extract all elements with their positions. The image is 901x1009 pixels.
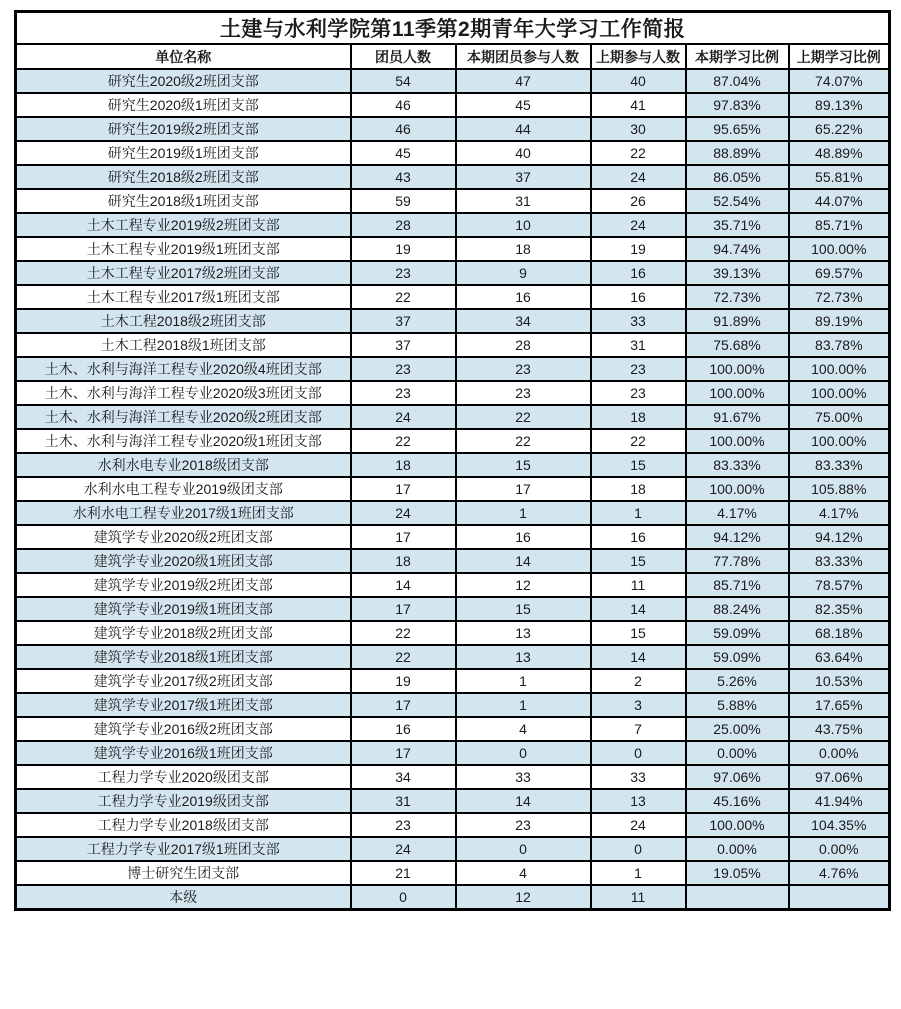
value-cell: 95.65%: [686, 117, 789, 141]
value-cell: 13: [591, 789, 686, 813]
value-cell: 37: [456, 165, 591, 189]
value-cell: 0: [351, 885, 456, 909]
unit-name-cell: 研究生2018级2班团支部: [16, 165, 351, 189]
value-cell: 14: [456, 789, 591, 813]
table-row: [16, 765, 890, 789]
value-cell: 0: [591, 741, 686, 765]
column-header: 上期学习比例: [789, 44, 890, 69]
value-cell: 77.78%: [686, 549, 789, 573]
value-cell: 18: [591, 477, 686, 501]
value-cell: 22: [351, 429, 456, 453]
value-cell: 41.94%: [789, 789, 890, 813]
value-cell: 43.75%: [789, 717, 890, 741]
value-cell: 21: [351, 861, 456, 885]
value-cell: 0: [456, 741, 591, 765]
table-row: [16, 573, 890, 597]
value-cell: 23: [456, 813, 591, 837]
value-cell: 100.00%: [686, 477, 789, 501]
unit-name-cell: 工程力学专业2018级团支部: [16, 813, 351, 837]
unit-name-cell: 建筑学专业2019级2班团支部: [16, 573, 351, 597]
value-cell: 45: [456, 93, 591, 117]
value-cell: 18: [456, 237, 591, 261]
unit-name-cell: 水利水电工程专业2019级团支部: [16, 477, 351, 501]
value-cell: 100.00%: [686, 357, 789, 381]
table-row: [16, 117, 890, 141]
value-cell: 46: [351, 93, 456, 117]
value-cell: 22: [456, 405, 591, 429]
value-cell: 75.00%: [789, 405, 890, 429]
unit-name-cell: 土木工程专业2017级2班团支部: [16, 261, 351, 285]
value-cell: 23: [351, 381, 456, 405]
unit-name-cell: 土木工程专业2019级2班团支部: [16, 213, 351, 237]
table-row: [16, 837, 890, 861]
value-cell: 59.09%: [686, 621, 789, 645]
value-cell: 97.83%: [686, 93, 789, 117]
value-cell: 23: [351, 357, 456, 381]
table-row: [16, 525, 890, 549]
value-cell: 22: [591, 429, 686, 453]
value-cell: 24: [591, 813, 686, 837]
table-row: [16, 93, 890, 117]
value-cell: 17: [351, 597, 456, 621]
value-cell: 22: [351, 621, 456, 645]
value-cell: 87.04%: [686, 69, 789, 93]
value-cell: 75.68%: [686, 333, 789, 357]
value-cell: 16: [591, 261, 686, 285]
value-cell: 35.71%: [686, 213, 789, 237]
value-cell: 0.00%: [789, 837, 890, 861]
table-row: [16, 453, 890, 477]
value-cell: 11: [591, 573, 686, 597]
value-cell: 19: [591, 237, 686, 261]
unit-name-cell: 土木工程专业2019级1班团支部: [16, 237, 351, 261]
header-row: [16, 44, 890, 69]
value-cell: 14: [591, 597, 686, 621]
value-cell: 23: [351, 813, 456, 837]
value-cell: 94.12%: [686, 525, 789, 549]
value-cell: 65.22%: [789, 117, 890, 141]
table-row: [16, 189, 890, 213]
value-cell: 45: [351, 141, 456, 165]
value-cell: 16: [456, 285, 591, 309]
unit-name-cell: 工程力学专业2019级团支部: [16, 789, 351, 813]
table-row: [16, 69, 890, 93]
unit-name-cell: 水利水电专业2018级团支部: [16, 453, 351, 477]
table-row: [16, 597, 890, 621]
value-cell: 100.00%: [789, 237, 890, 261]
value-cell: 14: [456, 549, 591, 573]
value-cell: 47: [456, 69, 591, 93]
table-row: [16, 357, 890, 381]
value-cell: 1: [591, 861, 686, 885]
unit-name-cell: 研究生2019级1班团支部: [16, 141, 351, 165]
unit-name-cell: 建筑学专业2016级2班团支部: [16, 717, 351, 741]
column-header: 上期参与人数: [591, 44, 686, 69]
value-cell: 17: [351, 477, 456, 501]
value-cell: 39.13%: [686, 261, 789, 285]
value-cell: 100.00%: [686, 813, 789, 837]
value-cell: 10.53%: [789, 669, 890, 693]
value-cell: 0.00%: [789, 741, 890, 765]
value-cell: 31: [591, 333, 686, 357]
value-cell: 41: [591, 93, 686, 117]
value-cell: 24: [351, 837, 456, 861]
unit-name-cell: 建筑学专业2018级1班团支部: [16, 645, 351, 669]
table-row: [16, 549, 890, 573]
value-cell: 17: [351, 525, 456, 549]
value-cell: 89.13%: [789, 93, 890, 117]
unit-name-cell: 研究生2019级2班团支部: [16, 117, 351, 141]
value-cell: 100.00%: [686, 429, 789, 453]
value-cell: 4.17%: [789, 501, 890, 525]
value-cell: 33: [456, 765, 591, 789]
value-cell: 17: [351, 741, 456, 765]
value-cell: 59: [351, 189, 456, 213]
value-cell: 22: [591, 141, 686, 165]
value-cell: 91.67%: [686, 405, 789, 429]
column-header: 本期学习比例: [686, 44, 789, 69]
value-cell: 4: [456, 717, 591, 741]
value-cell: 40: [591, 69, 686, 93]
table-row: [16, 669, 890, 693]
table-row: [16, 429, 890, 453]
value-cell: 23: [456, 381, 591, 405]
value-cell: 18: [351, 549, 456, 573]
table-row: [16, 621, 890, 645]
value-cell: 23: [591, 381, 686, 405]
title-row: [16, 12, 890, 45]
value-cell: 12: [456, 885, 591, 909]
value-cell: 22: [456, 429, 591, 453]
table-row: [16, 333, 890, 357]
value-cell: 13: [456, 645, 591, 669]
value-cell: 100.00%: [789, 429, 890, 453]
unit-name-cell: 工程力学专业2017级1班团支部: [16, 837, 351, 861]
value-cell: 88.24%: [686, 597, 789, 621]
unit-name-cell: 土木、水利与海洋工程专业2020级2班团支部: [16, 405, 351, 429]
unit-name-cell: 土木工程2018级1班团支部: [16, 333, 351, 357]
value-cell: 88.89%: [686, 141, 789, 165]
table-row: [16, 741, 890, 765]
value-cell: 16: [351, 717, 456, 741]
unit-name-cell: 建筑学专业2020级2班团支部: [16, 525, 351, 549]
value-cell: 17: [351, 693, 456, 717]
column-header: 团员人数: [351, 44, 456, 69]
value-cell: 85.71%: [686, 573, 789, 597]
value-cell: 83.33%: [789, 549, 890, 573]
unit-name-cell: 土木、水利与海洋工程专业2020级4班团支部: [16, 357, 351, 381]
value-cell: 55.81%: [789, 165, 890, 189]
value-cell: 22: [351, 285, 456, 309]
value-cell: 72.73%: [789, 285, 890, 309]
value-cell: 24: [591, 213, 686, 237]
value-cell: 89.19%: [789, 309, 890, 333]
value-cell: [686, 885, 789, 909]
value-cell: 7: [591, 717, 686, 741]
unit-name-cell: 水利水电工程专业2017级1班团支部: [16, 501, 351, 525]
value-cell: 5.26%: [686, 669, 789, 693]
value-cell: 19: [351, 237, 456, 261]
unit-name-cell: 土木工程2018级2班团支部: [16, 309, 351, 333]
value-cell: 23: [351, 261, 456, 285]
unit-name-cell: 工程力学专业2020级团支部: [16, 765, 351, 789]
value-cell: 82.35%: [789, 597, 890, 621]
value-cell: 15: [591, 621, 686, 645]
value-cell: 24: [351, 501, 456, 525]
table-row: [16, 261, 890, 285]
value-cell: 97.06%: [789, 765, 890, 789]
value-cell: 15: [591, 453, 686, 477]
table-row: [16, 309, 890, 333]
column-header: 单位名称: [16, 44, 351, 69]
value-cell: 83.33%: [686, 453, 789, 477]
value-cell: 3: [591, 693, 686, 717]
value-cell: 9: [456, 261, 591, 285]
unit-name-cell: 建筑学专业2016级1班团支部: [16, 741, 351, 765]
value-cell: 44: [456, 117, 591, 141]
table-row: [16, 237, 890, 261]
report-title: 土建与水利学院第11季第2期青年大学习工作简报: [16, 12, 890, 45]
column-header: 本期团员参与人数: [456, 44, 591, 69]
unit-name-cell: 建筑学专业2017级1班团支部: [16, 693, 351, 717]
value-cell: 15: [456, 453, 591, 477]
value-cell: 48.89%: [789, 141, 890, 165]
value-cell: 34: [351, 765, 456, 789]
table-row: [16, 141, 890, 165]
value-cell: 74.07%: [789, 69, 890, 93]
value-cell: 91.89%: [686, 309, 789, 333]
value-cell: 100.00%: [686, 381, 789, 405]
unit-name-cell: 土木、水利与海洋工程专业2020级3班团支部: [16, 381, 351, 405]
value-cell: 15: [591, 549, 686, 573]
unit-name-cell: 本级: [16, 885, 351, 909]
value-cell: 30: [591, 117, 686, 141]
value-cell: 105.88%: [789, 477, 890, 501]
value-cell: 5.88%: [686, 693, 789, 717]
value-cell: 28: [456, 333, 591, 357]
value-cell: 83.33%: [789, 453, 890, 477]
table-row: [16, 213, 890, 237]
table-row: [16, 165, 890, 189]
value-cell: 0: [456, 837, 591, 861]
unit-name-cell: 土木工程专业2017级1班团支部: [16, 285, 351, 309]
value-cell: 33: [591, 309, 686, 333]
unit-name-cell: 建筑学专业2019级1班团支部: [16, 597, 351, 621]
value-cell: 45.16%: [686, 789, 789, 813]
table-row: [16, 789, 890, 813]
value-cell: 94.12%: [789, 525, 890, 549]
value-cell: 104.35%: [789, 813, 890, 837]
value-cell: 1: [456, 693, 591, 717]
value-cell: 4.17%: [686, 501, 789, 525]
unit-name-cell: 土木、水利与海洋工程专业2020级1班团支部: [16, 429, 351, 453]
value-cell: 83.78%: [789, 333, 890, 357]
value-cell: 19.05%: [686, 861, 789, 885]
table-row: [16, 885, 890, 909]
value-cell: 11: [591, 885, 686, 909]
value-cell: 18: [591, 405, 686, 429]
value-cell: 63.64%: [789, 645, 890, 669]
value-cell: 17: [456, 477, 591, 501]
value-cell: 24: [591, 165, 686, 189]
value-cell: 4: [456, 861, 591, 885]
value-cell: 16: [591, 525, 686, 549]
value-cell: 52.54%: [686, 189, 789, 213]
table-row: [16, 693, 890, 717]
value-cell: 46: [351, 117, 456, 141]
value-cell: [789, 885, 890, 909]
value-cell: 23: [591, 357, 686, 381]
value-cell: 69.57%: [789, 261, 890, 285]
value-cell: 0.00%: [686, 837, 789, 861]
value-cell: 33: [591, 765, 686, 789]
report-table: [14, 10, 891, 911]
value-cell: 94.74%: [686, 237, 789, 261]
value-cell: 43: [351, 165, 456, 189]
value-cell: 37: [351, 333, 456, 357]
value-cell: 17.65%: [789, 693, 890, 717]
table-row: [16, 381, 890, 405]
unit-name-cell: 建筑学专业2018级2班团支部: [16, 621, 351, 645]
table-row: [16, 285, 890, 309]
value-cell: 59.09%: [686, 645, 789, 669]
unit-name-cell: 建筑学专业2017级2班团支部: [16, 669, 351, 693]
value-cell: 100.00%: [789, 357, 890, 381]
value-cell: 31: [351, 789, 456, 813]
value-cell: 23: [456, 357, 591, 381]
value-cell: 14: [591, 645, 686, 669]
value-cell: 2: [591, 669, 686, 693]
value-cell: 16: [591, 285, 686, 309]
value-cell: 85.71%: [789, 213, 890, 237]
value-cell: 22: [351, 645, 456, 669]
value-cell: 25.00%: [686, 717, 789, 741]
value-cell: 100.00%: [789, 381, 890, 405]
value-cell: 14: [351, 573, 456, 597]
value-cell: 1: [456, 669, 591, 693]
unit-name-cell: 研究生2020级2班团支部: [16, 69, 351, 93]
value-cell: 10: [456, 213, 591, 237]
table-row: [16, 645, 890, 669]
value-cell: 1: [456, 501, 591, 525]
value-cell: 68.18%: [789, 621, 890, 645]
value-cell: 4.76%: [789, 861, 890, 885]
value-cell: 31: [456, 189, 591, 213]
value-cell: 16: [456, 525, 591, 549]
value-cell: 24: [351, 405, 456, 429]
value-cell: 72.73%: [686, 285, 789, 309]
value-cell: 26: [591, 189, 686, 213]
table-row: [16, 501, 890, 525]
unit-name-cell: 博士研究生团支部: [16, 861, 351, 885]
value-cell: 15: [456, 597, 591, 621]
value-cell: 44.07%: [789, 189, 890, 213]
unit-name-cell: 研究生2018级1班团支部: [16, 189, 351, 213]
table-row: [16, 813, 890, 837]
value-cell: 19: [351, 669, 456, 693]
value-cell: 40: [456, 141, 591, 165]
table-row: [16, 405, 890, 429]
table-row: [16, 477, 890, 501]
unit-name-cell: 建筑学专业2020级1班团支部: [16, 549, 351, 573]
value-cell: 13: [456, 621, 591, 645]
value-cell: 0: [591, 837, 686, 861]
unit-name-cell: 研究生2020级1班团支部: [16, 93, 351, 117]
value-cell: 12: [456, 573, 591, 597]
value-cell: 97.06%: [686, 765, 789, 789]
value-cell: 37: [351, 309, 456, 333]
table-row: [16, 717, 890, 741]
table-body: [16, 69, 890, 909]
value-cell: 34: [456, 309, 591, 333]
table-row: [16, 861, 890, 885]
value-cell: 0.00%: [686, 741, 789, 765]
value-cell: 86.05%: [686, 165, 789, 189]
value-cell: 54: [351, 69, 456, 93]
value-cell: 78.57%: [789, 573, 890, 597]
value-cell: 18: [351, 453, 456, 477]
value-cell: 1: [591, 501, 686, 525]
value-cell: 28: [351, 213, 456, 237]
